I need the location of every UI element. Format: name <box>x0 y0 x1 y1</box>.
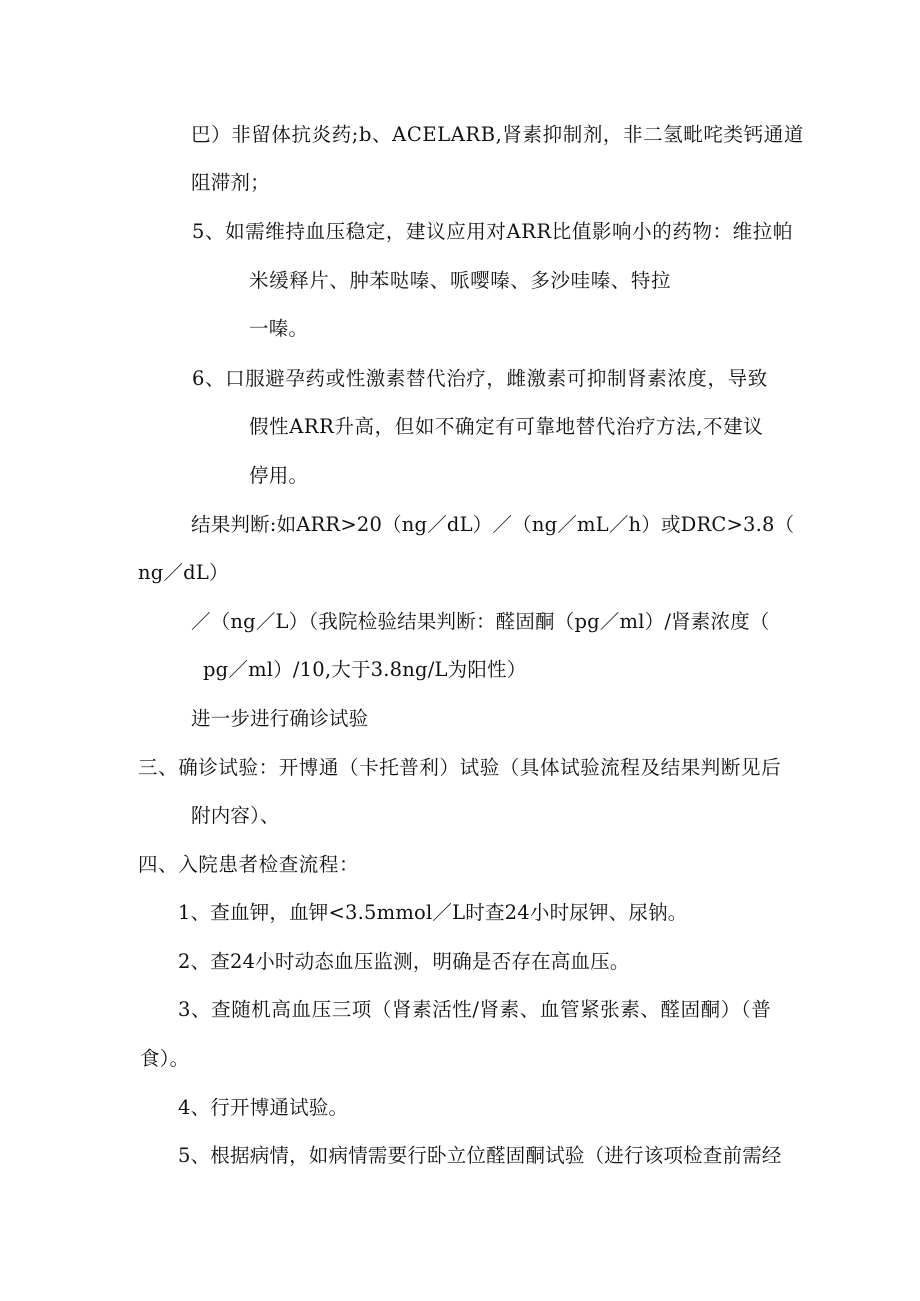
text-line: 结果判断:如ARR>20（ng／dL）／（ng／mL／h）或DRC>3.8（ <box>191 513 795 536</box>
text-line: pg／ml）/10,大于3.8ng/L为阳性） <box>203 658 527 681</box>
text-line: 2、查24小时动态血压监测，明确是否存在高血压。 <box>178 950 630 973</box>
text-line: 巴）非留体抗炎药;b、ACELARB,肾素抑制剂，非二氢毗咤类钙通道 <box>191 123 804 146</box>
text-line: 5、如需维持血压稳定，建议应用对ARR比值影响小的药物：维拉帕 <box>192 220 793 243</box>
text-line: ／（ng／L）（我院检验结果判断：醛固酮（pg／ml）/肾素浓度（ <box>191 610 770 633</box>
text-line: 阻滞剂； <box>191 171 270 194</box>
text-line: 食）。 <box>140 1047 190 1070</box>
text-line: 米缓释片、肿苯哒嗪、哌嘤嗪、多沙哇嗪、特拉 <box>249 269 672 292</box>
section-heading: 四、入院患者检查流程： <box>138 853 360 876</box>
text-line: 6、口服避孕药或性激素替代治疗，雌激素可抑制肾素浓度，导致 <box>192 367 768 390</box>
text-line: 1、查血钾，血钾<3.5mmol／L时查24小时尿钾、尿钠。 <box>178 901 688 924</box>
section-heading: 三、确诊试验：开博通（卡托普利）试验（具体试验流程及结果判断见后 <box>138 756 782 779</box>
text-line: 附内容）、 <box>191 804 280 827</box>
text-line: 假性ARR升高，但如不确定有可靠地替代治疗方法,不建议 <box>249 415 764 438</box>
text-line: 5、根据病情，如病情需要行卧立位醛固酮试验（进行该项检查前需经 <box>178 1144 782 1167</box>
text-line: 进一步进行确诊试验 <box>191 707 369 730</box>
text-line: 停用。 <box>249 464 309 487</box>
text-line: 3、查随机高血压三项（肾素活性/肾素、血管紧张素、醛固酮）（普 <box>178 998 772 1021</box>
text-line: 一嗪。 <box>249 317 309 340</box>
text-line: 4、行开博通试验。 <box>178 1096 349 1119</box>
text-line: ng／dL） <box>138 561 229 584</box>
